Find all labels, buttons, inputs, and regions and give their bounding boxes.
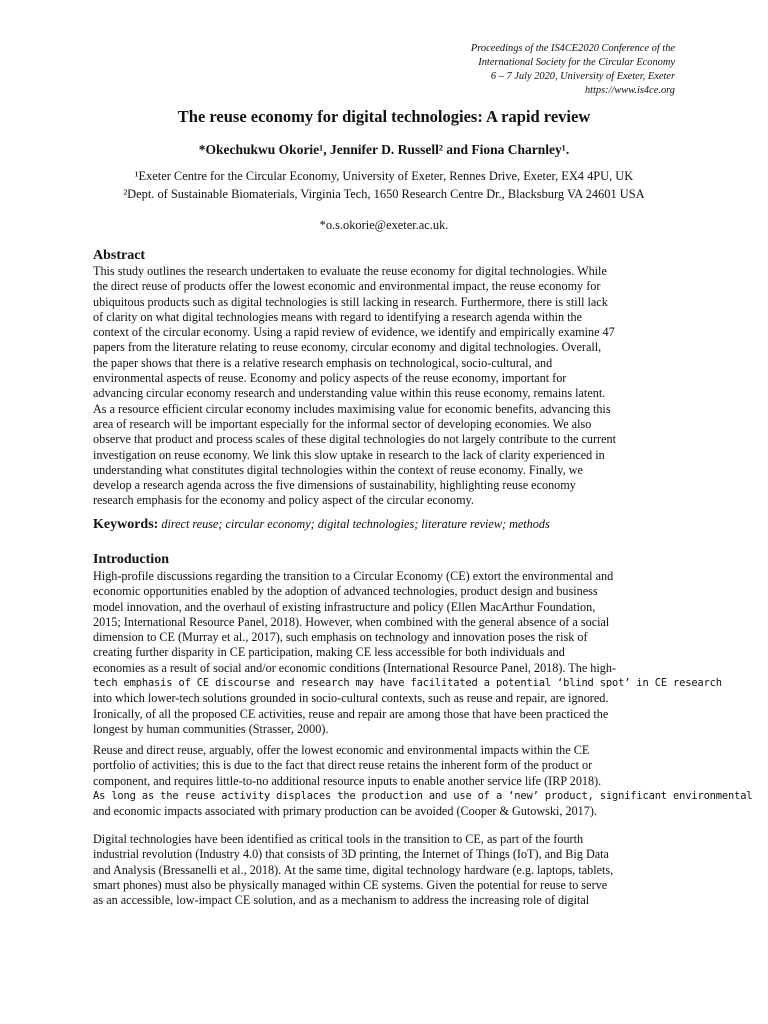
abstract-line: environmental aspects of reuse. Economy and policy aspects of the reuse economy, important for bbox=[93, 371, 567, 386]
keywords bbox=[93, 517, 550, 533]
abstract-line: the direct reuse of products offer the lowest economic and environmental impact, the reuse economy for bbox=[93, 279, 601, 294]
abstract-line: research emphasis for the economy and policy aspect of the circular economy. bbox=[93, 493, 474, 508]
intro-line: Reuse and direct reuse, arguably, offer the lowest economic and environmental impacts within the CE bbox=[93, 743, 590, 757]
intro-line: As long as the reuse activity displaces the production and use of a ‘new’ product, significant environmental bbox=[93, 789, 753, 802]
intro-line: 2015; International Resource Panel, 2018). However, when combined with the general absence of a social bbox=[93, 614, 610, 629]
intro-line: into which lower-tech solutions grounded in socio-cultural contexts, such as reuse and repair, are ignored. bbox=[93, 691, 609, 706]
corresponding-email: *o.s.okorie@exeter.ac.uk. bbox=[319, 218, 449, 232]
abstract-line: context of the circular economy. Using a rapid review of evidence, we identify and empirically examine 47 bbox=[93, 325, 615, 340]
intro-line: economic opportunities enabled by the adoption of advanced technologies, product design and business bbox=[93, 584, 598, 599]
abstract-line: area of research will be important especially for the informal sector of developing economies. We also bbox=[93, 416, 592, 431]
abstract-line: As a resource efficient circular economy includes maximising value for economic benefits, advancing this bbox=[93, 401, 611, 416]
abstract-line: the paper shows that there is a relative research emphasis on technological, socio-cultural, and bbox=[93, 355, 553, 370]
abstract-body bbox=[93, 264, 683, 509]
abstract-line: understanding what constitutes digital technologies within the context of reuse economy. Finally, we bbox=[93, 462, 583, 477]
intro-line: component, and requires little-to-no additional resource inputs to enable another service life (IRP 2018). bbox=[93, 773, 602, 788]
proceedings-line: 6 – 7 July 2020, University of Exeter, Exeter bbox=[490, 71, 675, 82]
intro-line: tech emphasis of CE discourse and research may have facilitated a potential ‘blind spot’ in CE research bbox=[93, 677, 722, 690]
abstract-line: of clarity on what digital technologies means with regard to identifying a research agenda within the bbox=[93, 309, 583, 324]
intro-line: and Analysis (Bressanelli et al., 2018). At the same time, digital technology hardware (e.g. laptops, tablets, bbox=[93, 862, 614, 877]
intro-line: longest by human communities (Strasser, 2000). bbox=[93, 721, 329, 736]
paper-authors: *Okechukwu Okorie¹, Jennifer D. Russell² and Fiona Charnley¹. bbox=[198, 142, 570, 157]
introduction-heading: Introduction bbox=[93, 552, 169, 567]
keywords-text: direct reuse; circular economy; digital technologies; literature review; methods bbox=[161, 517, 550, 531]
proceedings-line: Proceedings of the IS4CE2020 Conference of the bbox=[470, 43, 675, 54]
intro-line: and economic impacts associated with primary production can be avoided (Cooper & Gutowski, 2017). bbox=[93, 804, 597, 819]
proceedings-header bbox=[255, 42, 675, 98]
affiliation-line: ²Dept. of Sustainable Biomaterials, Virginia Tech, 1650 Research Centre Dr., Blacksburg VA 24601 USA bbox=[123, 187, 645, 201]
abstract-line: This study outlines the research undertaken to evaluate the reuse economy for digital technologies. While bbox=[93, 264, 607, 278]
introduction-paragraph-2 bbox=[93, 743, 753, 819]
abstract-line: investigation on reuse economy. We link this slow uptake in research to the lack of clarity experienced in bbox=[93, 447, 605, 462]
intro-line: model innovation, and the overhaul of existing infrastructure and policy (Ellen MacArthur Foundation, bbox=[93, 599, 596, 614]
intro-line: portfolio of activities; this is due to the fact that direct reuse retains the inherent form of the product or bbox=[93, 758, 593, 773]
introduction-paragraph-3 bbox=[93, 832, 683, 908]
intro-line: as an accessible, low-impact CE solution, and as a mechanism to address the increasing role of digital bbox=[93, 893, 590, 908]
intro-line: economies as a result of social and/or economic conditions (International Resource Panel, 2018). The high- bbox=[93, 660, 617, 675]
intro-line: Ironically, of all the proposed CE activities, reuse and repair are among those that have been practiced the bbox=[93, 706, 609, 721]
intro-line: dimension to CE (Murray et al., 2017), such emphasis on technology and innovation poses the risk of bbox=[93, 630, 588, 645]
abstract-heading: Abstract bbox=[93, 248, 146, 263]
intro-line: creating further disparity in CE participation, making CE less accessible for both individuals and bbox=[93, 645, 565, 660]
intro-line: High-profile discussions regarding the transition to a Circular Economy (CE) extort the environmental and bbox=[93, 569, 614, 583]
abstract-line: develop a research agenda across the five dimensions of sustainability, highlighting reuse economy bbox=[93, 478, 576, 493]
intro-line: industrial revolution (Industry 4.0) that consists of 3D printing, the Internet of Things (IoT), and Big Data bbox=[93, 847, 609, 862]
intro-line: Digital technologies have been identified as critical tools in the transition to CE, as part of the fourth bbox=[93, 832, 584, 846]
abstract-line: ubiquitous products such as digital technologies is still lacking in research. Furthermore, there is still lack bbox=[93, 294, 608, 309]
abstract-line: advancing circular economy research and understanding value within this reuse economy, remains latent. bbox=[93, 386, 606, 401]
intro-line: smart phones) must also be physically managed within CE systems. Given the potential for reuse to serve bbox=[93, 877, 608, 892]
paper-title: The reuse economy for digital technologies: A rapid review bbox=[177, 107, 591, 126]
proceedings-url: https://www.is4ce.org bbox=[584, 85, 675, 96]
introduction-paragraph-1 bbox=[93, 569, 722, 737]
proceedings-line: International Society for the Circular Economy bbox=[478, 57, 675, 68]
keywords-label: Keywords: bbox=[93, 517, 159, 532]
affiliation-line: ¹Exeter Centre for the Circular Economy, University of Exeter, Rennes Drive, Exeter, EX4 4PU, UK bbox=[134, 169, 634, 183]
abstract-line: observe that product and process scales of these digital technologies do not largely contribute to the current bbox=[93, 432, 617, 447]
affiliations bbox=[0, 167, 768, 203]
abstract-line: papers from the literature relating to reuse economy, circular economy and digital technologies. Overall, bbox=[93, 340, 602, 355]
